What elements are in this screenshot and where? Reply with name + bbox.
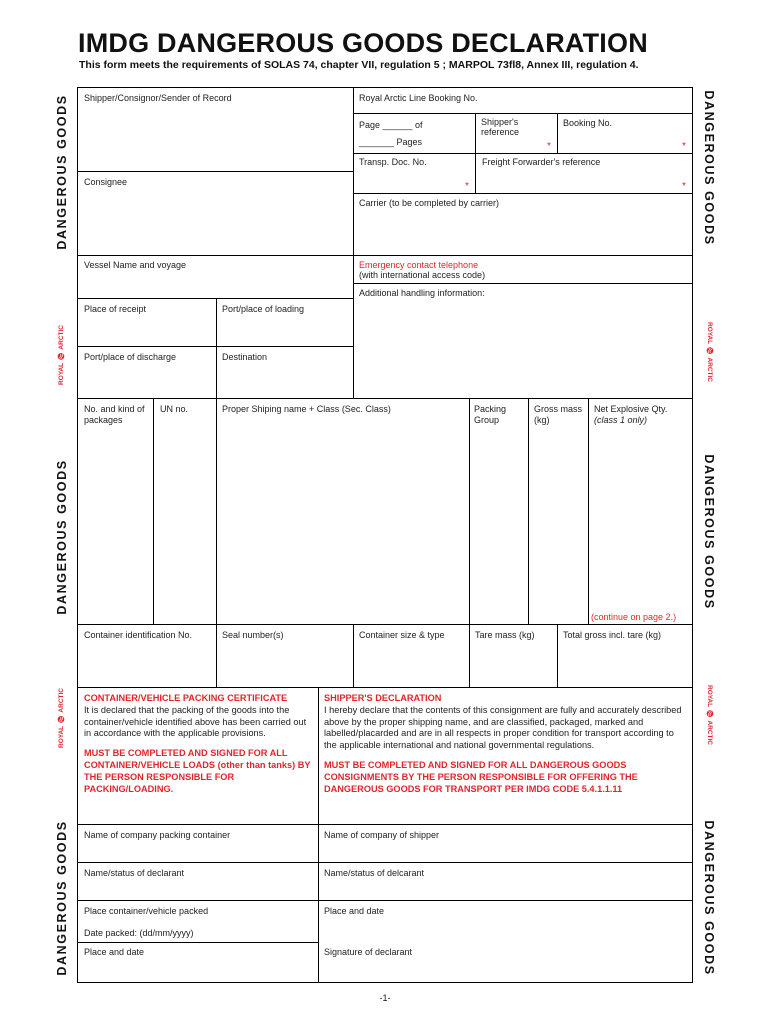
place-date-left-field[interactable]: Place and date bbox=[84, 947, 145, 957]
net-explosive-column-header: Net Explosive Qty. bbox=[594, 404, 668, 414]
booking-no-royal-field[interactable]: Royal Arctic Line Booking No. bbox=[359, 93, 478, 103]
royal-arctic-logo: ROYAL ARCTIC bbox=[703, 322, 717, 382]
company-shipper-field[interactable]: Name of company of shipper bbox=[324, 830, 440, 840]
page-of-field[interactable]: Page ______ of bbox=[359, 120, 423, 130]
required-marker: * bbox=[682, 141, 686, 152]
date-packed-field[interactable]: Date packed: (dd/mm/yyyy) bbox=[84, 928, 194, 938]
side-label-right-2: DANGEROUS GOODS bbox=[702, 454, 716, 610]
shipper-declaration-body: I hereby declare that the contents of this consignment are fully and accurately described above by the proper shipping name, and are classified, packaged, marked and labelled/placarded and are in all respects in proper condition for transport according to the applicable international and national governmental regulations. bbox=[324, 704, 682, 751]
wave-emblem-icon bbox=[704, 347, 716, 354]
royal-arctic-logo: ROYAL ARCTIC bbox=[703, 685, 717, 745]
shipper-declaration-title: SHIPPER'S DECLARATION bbox=[324, 693, 442, 703]
shipping-name-column-header: Proper Shiping name + Class (Sec. Class) bbox=[222, 404, 391, 414]
emergency-contact-title: Emergency contact telephone bbox=[359, 260, 479, 270]
page-title: IMDG DANGEROUS GOODS DECLARATION bbox=[78, 28, 648, 58]
additional-info-field[interactable]: Additional handling information: bbox=[359, 288, 485, 298]
packing-certificate-title: CONTAINER/VEHICLE PACKING CERTIFICATE bbox=[84, 693, 288, 703]
packing-certificate-notice: MUST BE COMPLETED AND SIGNED FOR ALL CONTAINER/VEHICLE LOADS (other than tanks) BY THE PERSON RESPONSIBLE FOR PACKING/LOADING. bbox=[84, 748, 311, 794]
packages-column-header: No. and kind of packages bbox=[84, 404, 145, 425]
place-date-right-field[interactable]: Place and date bbox=[324, 906, 385, 916]
side-label-right-1: DANGEROUS GOODS bbox=[702, 90, 716, 246]
booking-no-field[interactable]: Booking No. bbox=[563, 118, 613, 128]
side-label-left-1: DANGEROUS GOODS bbox=[55, 94, 69, 250]
net-explosive-subheader: (class 1 only) bbox=[594, 415, 648, 425]
royal-arctic-logo: ROYAL ARCTIC bbox=[54, 325, 68, 385]
goods-entry-area[interactable] bbox=[78, 432, 692, 608]
shippers-reference-field[interactable]: Shipper's reference bbox=[481, 117, 520, 137]
consignee-field[interactable]: Consignee bbox=[84, 177, 128, 187]
gross-mass-column-header: Gross mass (kg) bbox=[534, 404, 583, 425]
signature-declarant-field[interactable]: Signature of declarant bbox=[324, 947, 413, 957]
pages-field[interactable]: _______ Pages bbox=[359, 137, 423, 147]
total-gross-field[interactable]: Total gross incl. tare (kg) bbox=[563, 630, 662, 640]
emergency-contact-field[interactable]: (with international access code) bbox=[359, 270, 486, 280]
place-packed-field[interactable]: Place container/vehicle packed bbox=[84, 906, 209, 916]
freight-forwarder-field[interactable]: Freight Forwarder's reference bbox=[482, 157, 601, 167]
side-label-left-2: DANGEROUS GOODS bbox=[55, 459, 69, 615]
port-of-loading-field[interactable]: Port/place of loading bbox=[222, 304, 305, 314]
shipper-field[interactable]: Shipper/Consignor/Sender of Record bbox=[84, 93, 232, 103]
required-marker: * bbox=[547, 141, 551, 152]
page-subtitle: This form meets the requirements of SOLAS 74, chapter VII, regulation 5 ; MARPOL 73fl8, Annex III, regulation 4. bbox=[79, 59, 639, 71]
continue-note: (continue on page 2.) bbox=[591, 612, 677, 622]
side-label-left-3: DANGEROUS GOODS bbox=[55, 820, 69, 976]
royal-arctic-logo: ROYAL ARCTIC bbox=[54, 688, 68, 748]
declarant-left-field[interactable]: Name/status of declarant bbox=[84, 868, 185, 878]
un-no-column-header: UN no. bbox=[160, 404, 189, 414]
tare-mass-field[interactable]: Tare mass (kg) bbox=[475, 630, 535, 640]
company-packing-field[interactable]: Name of company packing container bbox=[84, 830, 231, 840]
wave-emblem-icon bbox=[55, 353, 67, 360]
required-marker: * bbox=[465, 181, 469, 192]
destination-field[interactable]: Destination bbox=[222, 352, 268, 362]
wave-emblem-icon bbox=[55, 716, 67, 723]
place-of-receipt-field[interactable]: Place of receipt bbox=[84, 304, 147, 314]
container-id-field[interactable]: Container identification No. bbox=[84, 630, 193, 640]
container-size-field[interactable]: Container size & type bbox=[359, 630, 445, 640]
packing-certificate-body: It is declared that the packing of the goods into the container/vehicle identified above has been carried out in accordance with the applicable provisions. bbox=[84, 704, 307, 739]
page-number: -1- bbox=[379, 993, 391, 1003]
wave-emblem-icon bbox=[704, 710, 716, 717]
declarant-right-field[interactable]: Name/status of delcarant bbox=[324, 868, 425, 878]
seal-number-field[interactable]: Seal number(s) bbox=[222, 630, 284, 640]
port-of-discharge-field[interactable]: Port/place of discharge bbox=[84, 352, 177, 362]
carrier-field[interactable]: Carrier (to be completed by carrier) bbox=[359, 198, 500, 208]
packing-certificate bbox=[84, 693, 312, 795]
shipper-declaration-notice: MUST BE COMPLETED AND SIGNED FOR ALL DANGEROUS GOODS CONSIGNMENTS BY THE PERSON RESPONSIBLE FOR OFFERING THE DANGEROUS GOODS FOR TRANSPORT PER IMDG CODE 5.4.1.1.11 bbox=[324, 759, 638, 794]
side-label-right-3: DANGEROUS GOODS bbox=[702, 820, 716, 976]
required-marker: * bbox=[682, 181, 686, 192]
shipper-declaration bbox=[324, 693, 686, 795]
packing-group-column-header: Packing Group bbox=[474, 404, 507, 425]
transp-doc-field[interactable]: Transp. Doc. No. bbox=[359, 157, 427, 167]
vessel-field[interactable]: Vessel Name and voyage bbox=[84, 260, 187, 270]
